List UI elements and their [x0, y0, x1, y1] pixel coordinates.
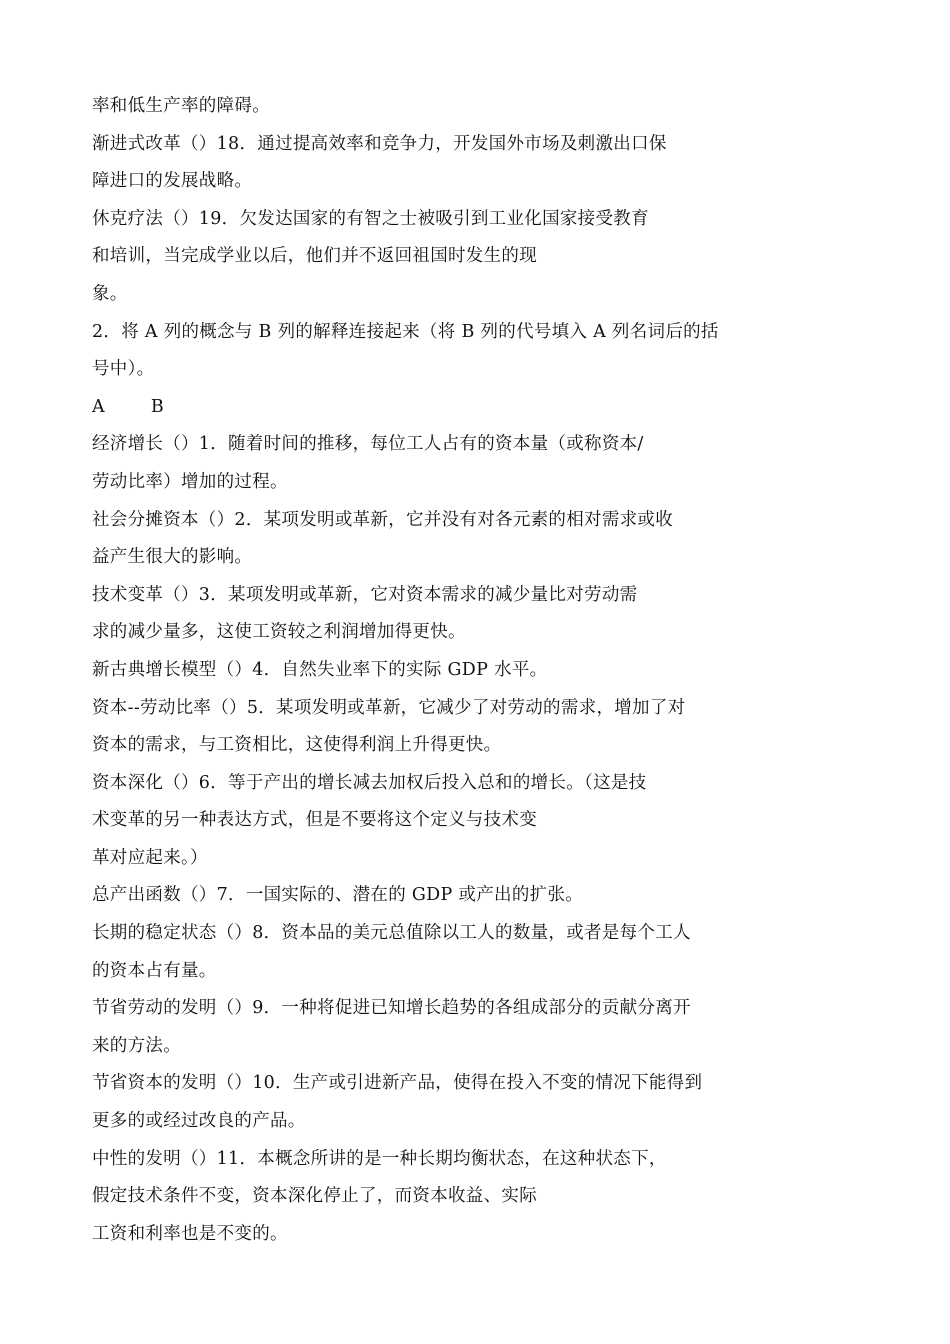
text-line: 更多的或经过改良的产品。: [92, 1111, 306, 1132]
text-line: 益产生很大的影响。: [92, 547, 253, 568]
text-line: 休克疗法（）19．欠发达国家的有智之士被吸引到工业化国家接受教育: [92, 208, 649, 229]
match-item: 长期的稳定状态（）8．资本品的美元总值除以工人的数量，或者是每个工人: [92, 923, 691, 944]
match-item: 资本--劳动比率（）5．某项发明或革新，它减少了对劳动的需求，增加了对: [92, 697, 686, 718]
match-item: 节省劳动的发明（）9．一种将促进已知增长趋势的各组成部分的贡献分离开: [92, 998, 691, 1019]
text-line: 求的减少量多，这使工资较之利润增加得更快。: [92, 622, 466, 643]
column-b-header: B: [150, 396, 164, 417]
match-item: 中性的发明（）11．本概念所讲的是一种长期均衡状态，在这种状态下，: [92, 1148, 667, 1169]
text-line: 障进口的发展战略。: [92, 171, 253, 192]
column-a-header: A: [92, 396, 105, 417]
text-line: 和培训，当完成学业以后，他们并不返回祖国时发生的现: [92, 246, 537, 267]
question-heading: 2．将 A 列的概念与 B 列的解释连接起来（将 B 列的代号填入 A 列名词后的括: [92, 321, 719, 342]
text-line: 渐进式改革（）18．通过提高效率和竞争力，开发国外市场及刺激出口保: [92, 133, 667, 154]
match-item: 总产出函数（）7．一国实际的、潜在的 GDP 或产出的扩张。: [92, 885, 584, 906]
match-item: 经济增长（）1．随着时间的推移，每位工人占有的资本量（或称资本/: [92, 434, 644, 455]
match-item: 资本深化（）6．等于产出的增长减去加权后投入总和的增长。（这是技: [92, 772, 647, 793]
text-line: 象。: [92, 283, 128, 304]
match-item: 节省资本的发明（）10．生产或引进新产品，使得在投入不变的情况下能得到: [92, 1073, 703, 1094]
text-line: 术变革的另一种表达方式，但是不要将这个定义与技术变: [92, 810, 537, 831]
text-line: 率和低生产率的障碍。: [92, 96, 270, 116]
match-item: 社会分摊资本（）2．某项发明或革新，它并没有对各元素的相对需求或收: [92, 509, 674, 530]
document-page: [92, 88, 852, 1253]
text-line: 工资和利率也是不变的。: [92, 1223, 288, 1244]
text-line: 假定技术条件不变，资本深化停止了，而资本收益、实际: [92, 1186, 537, 1207]
column-headers: [92, 389, 852, 427]
match-item: 新古典增长模型（）4．自然失业率下的实际 GDP 水平。: [92, 659, 548, 680]
text-line: 的资本占有量。: [92, 960, 217, 981]
text-line: 劳动比率）增加的过程。: [92, 471, 288, 492]
text-line: 来的方法。: [92, 1035, 181, 1056]
text-line: 资本的需求，与工资相比，这使得利润上升得更快。: [92, 735, 502, 756]
match-item: 技术变革（）3．某项发明或革新，它对资本需求的减少量比对劳动需: [92, 584, 638, 605]
text-line: 革对应起来。）: [92, 847, 208, 868]
text-line: 号中）。: [92, 359, 155, 380]
